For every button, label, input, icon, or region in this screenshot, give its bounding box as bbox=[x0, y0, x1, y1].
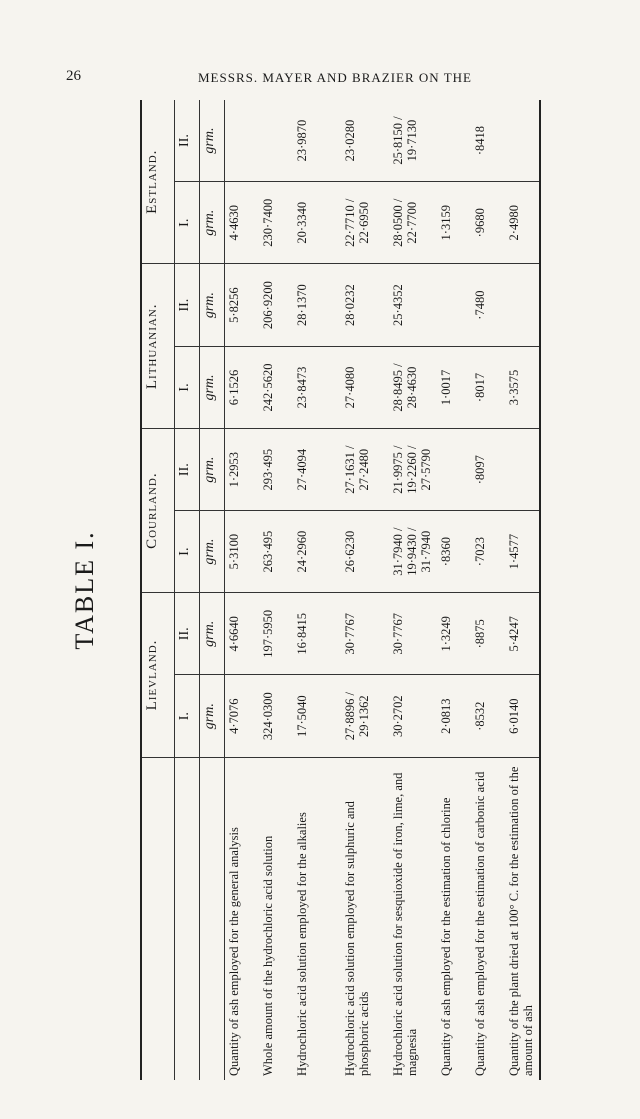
table-cell: 30·2702 bbox=[389, 675, 437, 757]
table-cell: 23·0280 bbox=[341, 100, 389, 182]
row-label: Quantity of ash employed for the estimation of carbonic acid bbox=[473, 771, 487, 1076]
table-cell bbox=[259, 100, 293, 182]
sub-header-row bbox=[175, 100, 200, 1080]
table-cell: 2·4980 bbox=[505, 182, 540, 264]
table-body bbox=[225, 100, 541, 1080]
blank-header bbox=[141, 757, 175, 1080]
table-cell: 27·4094 bbox=[293, 429, 341, 511]
table-cell: ·8875 bbox=[471, 593, 505, 675]
unit-label: grm. bbox=[200, 182, 225, 264]
unit-label: grm. bbox=[200, 346, 225, 428]
table-cell: 1·4577 bbox=[505, 511, 540, 593]
sub-label: II. bbox=[175, 100, 200, 182]
table-cell: 30·7767 bbox=[389, 593, 437, 675]
table-row bbox=[259, 100, 293, 1080]
table-cell: 25·4352 bbox=[389, 264, 437, 346]
table-cell: ·8360 bbox=[437, 511, 471, 593]
blank-unit bbox=[200, 757, 225, 1080]
table-cell bbox=[437, 100, 471, 182]
table-row bbox=[471, 100, 505, 1080]
table-cell: 1·0017 bbox=[437, 346, 471, 428]
unit-label: grm. bbox=[200, 429, 225, 511]
sub-label: I. bbox=[175, 511, 200, 593]
table-cell bbox=[505, 100, 540, 182]
table-cell: 3·3575 bbox=[505, 346, 540, 428]
row-label: Quantity of ash employed for the general analysis bbox=[227, 827, 241, 1076]
sub-label: II. bbox=[175, 264, 200, 346]
table-cell: 24·2960 bbox=[293, 511, 341, 593]
page-header bbox=[0, 68, 640, 92]
table-cell: ·7480 bbox=[471, 264, 505, 346]
table-cell: 31·7940 / 19·9430 / 31·7940 bbox=[389, 511, 437, 593]
table-cell: 23·9870 bbox=[293, 100, 341, 182]
rotated-table-block bbox=[70, 100, 640, 1080]
table-cell: 25·8150 / 19·7130 bbox=[389, 100, 437, 182]
unit-label: grm. bbox=[200, 264, 225, 346]
table-cell: 28·1370 bbox=[293, 264, 341, 346]
table-cell: 27·4080 bbox=[341, 346, 389, 428]
table-cell: 1·3159 bbox=[437, 182, 471, 264]
row-label: Hydrochloric acid solution employed for sulphuric and phosphoric acids bbox=[343, 801, 371, 1076]
table-cell: 4·7076 bbox=[225, 675, 260, 757]
row-label: Whole amount of the hydrochloric acid solution bbox=[261, 835, 275, 1076]
table-cell: 2·0813 bbox=[437, 675, 471, 757]
table-cell bbox=[225, 100, 260, 182]
table-cell: 28·0500 / 22·7700 bbox=[389, 182, 437, 264]
unit-label: grm. bbox=[200, 675, 225, 757]
sub-label: II. bbox=[175, 593, 200, 675]
table-cell: 324·0300 bbox=[259, 675, 293, 757]
table-cell: 4·4630 bbox=[225, 182, 260, 264]
table-cell: ·8097 bbox=[471, 429, 505, 511]
table-cell bbox=[505, 264, 540, 346]
country-courland: Courland. bbox=[141, 429, 175, 593]
table-cell: 197·5950 bbox=[259, 593, 293, 675]
table-cell: 23·8473 bbox=[293, 346, 341, 428]
unit-label: grm. bbox=[200, 511, 225, 593]
table-row bbox=[225, 100, 260, 1080]
table-cell bbox=[437, 429, 471, 511]
table-cell: ·7023 bbox=[471, 511, 505, 593]
table-title: TABLE I. bbox=[70, 530, 99, 650]
table-cell: 1·2953 bbox=[225, 429, 260, 511]
unit-label: grm. bbox=[200, 593, 225, 675]
table-cell: 17·5040 bbox=[293, 675, 341, 757]
table-cell: 5·3100 bbox=[225, 511, 260, 593]
table-cell: 27·1631 / 27·2480 bbox=[341, 429, 389, 511]
table-cell: 6·1526 bbox=[225, 346, 260, 428]
table-cell: 206·9200 bbox=[259, 264, 293, 346]
table-row bbox=[293, 100, 341, 1080]
country-header-row bbox=[141, 100, 175, 1080]
country-lithuanian: Lithuanian. bbox=[141, 264, 175, 429]
table-cell: 28·8495 / 28·4630 bbox=[389, 346, 437, 428]
row-label: Quantity of ash employed for the estimation of chlorine bbox=[439, 797, 453, 1076]
table-cell: 5·4247 bbox=[505, 593, 540, 675]
sub-label: II. bbox=[175, 429, 200, 511]
table-cell: 20·3340 bbox=[293, 182, 341, 264]
table-cell: 27·8896 / 29·1362 bbox=[341, 675, 389, 757]
table-row bbox=[341, 100, 389, 1080]
table-cell: 30·7767 bbox=[341, 593, 389, 675]
sub-label: I. bbox=[175, 346, 200, 428]
table-cell: ·8532 bbox=[471, 675, 505, 757]
table-cell: 26·6230 bbox=[341, 511, 389, 593]
row-label: Quantity of the plant dried at 100° C. for the estimation of the amount of ash bbox=[507, 766, 535, 1076]
table-cell: 4·6640 bbox=[225, 593, 260, 675]
country-lievland: Lievland. bbox=[141, 593, 175, 758]
table-cell: 1·3249 bbox=[437, 593, 471, 675]
table-cell: 230·7400 bbox=[259, 182, 293, 264]
table-cell: 28·0232 bbox=[341, 264, 389, 346]
country-estland: Estland. bbox=[141, 100, 175, 264]
sub-label: I. bbox=[175, 182, 200, 264]
table-cell: 6·0140 bbox=[505, 675, 540, 757]
table-cell bbox=[437, 264, 471, 346]
table-cell: ·8017 bbox=[471, 346, 505, 428]
table-cell: 242·5620 bbox=[259, 346, 293, 428]
table-row bbox=[505, 100, 540, 1080]
data-table bbox=[140, 100, 541, 1080]
unit-row bbox=[200, 100, 225, 1080]
table-row bbox=[389, 100, 437, 1080]
table-cell: ·8418 bbox=[471, 100, 505, 182]
running-head: MESSRS. MAYER AND BRAZIER ON THE bbox=[198, 70, 472, 85]
table-row bbox=[437, 100, 471, 1080]
blank-subheader bbox=[175, 757, 200, 1080]
table-cell: 263·495 bbox=[259, 511, 293, 593]
table-cell bbox=[505, 429, 540, 511]
table-cell: 21·9975 / 19·2260 / 27·5790 bbox=[389, 429, 437, 511]
page-number: 26 bbox=[66, 68, 81, 84]
table-cell: 5·8256 bbox=[225, 264, 260, 346]
table-cell: 293·495 bbox=[259, 429, 293, 511]
sub-label: I. bbox=[175, 675, 200, 757]
unit-label: grm. bbox=[200, 100, 225, 182]
table-cell: 22·7710 / 22·6950 bbox=[341, 182, 389, 264]
row-label: Hydrochloric acid solution for sesquioxide of iron, lime, and magnesia bbox=[391, 772, 419, 1076]
row-label: Hydrochloric acid solution employed for the alkalies bbox=[295, 812, 309, 1076]
table-cell: 16·8415 bbox=[293, 593, 341, 675]
table-cell: ·9680 bbox=[471, 182, 505, 264]
